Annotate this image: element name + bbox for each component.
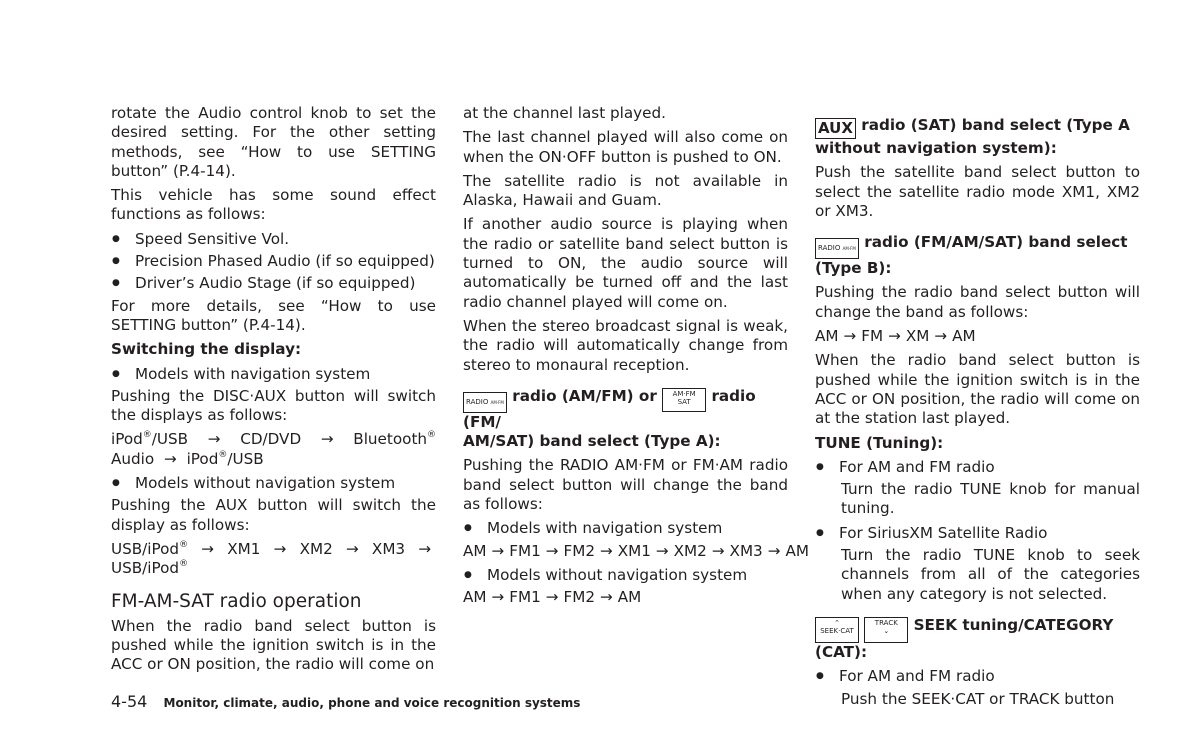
band-label: XM2	[673, 541, 707, 560]
list-item: ● Speed Sensitive Vol.	[111, 230, 436, 249]
list-item: ● For SiriusXM Satellite Radio	[815, 524, 1140, 543]
paragraph: Push the SEEK·CAT or TRACK button	[841, 689, 1115, 708]
subheading-type-b: RADIO AM·FM radio (FM/AM/SAT) band select (Type B):	[815, 233, 1128, 278]
band-sequence	[463, 541, 809, 561]
paragraph: rotate the Audio control knob to set the desired setting. For the other setting methods, see “How to use SETTING button” (P.4-14).	[111, 104, 436, 180]
aux-button-icon: AUX	[815, 118, 856, 139]
arrow-icon: →	[600, 588, 613, 607]
paragraph: Pushing the DISC·AUX button will switch the displays as follows:	[111, 386, 436, 425]
paragraph: The last channel played will also come on when the ON·OFF button is pushed to ON.	[463, 128, 788, 166]
paragraph: Push the satellite band select button to select the satellite radio mode XM1, XM2 or XM3.	[815, 163, 1140, 220]
display-sequence: USB/iPod® → XM1 → XM2 → XM3 → USB/iPod®	[111, 539, 432, 578]
band-label: FM1	[509, 541, 541, 560]
section-title: FM-AM-SAT radio operation	[111, 590, 362, 612]
paragraph: This vehicle has some sound effect functions as follows:	[111, 186, 436, 224]
band-label: FM1	[509, 588, 541, 607]
arrow-icon: →	[888, 327, 901, 346]
paragraph: When the radio band select button is pushed while the ignition switch is in the ACC or ON position, the radio will come on at the station last played.	[815, 351, 1140, 428]
subheading-tune: TUNE (Tuning):	[815, 433, 944, 452]
band-label: FM	[861, 327, 884, 346]
band-label: AM	[815, 327, 839, 346]
paragraph: The satellite radio is not available in Alaska, Hawaii and Guam.	[463, 171, 788, 210]
subheading-seek: ⌃ SEEK·CAT TRACK ⌄ SEEK tuning/CATEGORY (CAT):	[815, 615, 1114, 661]
arrow-icon: →	[600, 541, 613, 560]
paragraph: Pushing the RADIO AM·FM or FM·AM radio band select button will change the band as follows:	[463, 456, 788, 514]
paragraph: Turn the radio TUNE knob for manual tuning.	[841, 480, 1140, 518]
column-middle	[463, 104, 809, 613]
paragraph: Turn the radio TUNE knob to seek channels from all of the categories when any category is not selected.	[841, 546, 1140, 603]
band-sequence	[463, 588, 788, 607]
list-item: ● For AM and FM radio	[815, 458, 1140, 477]
band-label: XM	[905, 327, 930, 346]
band-label: AM	[463, 541, 487, 560]
arrow-icon: →	[491, 541, 505, 560]
paragraph: If another audio source is playing when the radio or satellite band select button is turned to ON, the audio source will automatically be turned off and the last radio channel played will come on.	[463, 215, 788, 311]
arrow-icon: →	[491, 588, 505, 607]
band-label: AM	[952, 327, 976, 346]
band-label: XM1	[617, 541, 651, 560]
page-number: 4-54	[111, 692, 148, 711]
radio-button-icon: RADIO AM·FM	[463, 392, 507, 413]
column-left	[111, 104, 436, 679]
subheading-aux: AUX radio (SAT) band select (Type A without navigation system):	[815, 116, 1130, 157]
list-item: ● Models without navigation system	[463, 566, 788, 585]
arrow-icon: →	[545, 588, 559, 607]
amfm-sat-button-icon: AM·FM SAT	[662, 388, 706, 412]
paragraph: Pushing the radio band select button will change the band as follows:	[815, 283, 1140, 321]
page-footer	[111, 692, 580, 711]
arrow-icon: →	[843, 327, 857, 346]
band-label: FM2	[563, 541, 595, 560]
paragraph: at the channel last played.	[463, 104, 666, 122]
seek-cat-button-icon: ⌃ SEEK·CAT	[815, 617, 859, 643]
arrow-icon: →	[934, 327, 948, 346]
subheading: Switching the display:	[111, 340, 302, 359]
display-sequence: iPod®/USB → CD/DVD → Bluetooth® Audio → iPod®/USB	[111, 430, 437, 468]
list-item: ● Precision Phased Audio (if so equipped)	[111, 252, 436, 271]
subheading-type-a: RADIO AM·FM radio (AM/FM) or AM·FM SAT radio (FM/ AM/SAT) band select (Type A):	[463, 386, 756, 451]
list-item: ● Driver’s Audio Stage (if so equipped)	[111, 274, 436, 293]
band-label: FM2	[563, 588, 595, 607]
list-item: ● Models with navigation system	[111, 365, 436, 384]
footer-title: Monitor, climate, audio, phone and voice recognition systems	[163, 696, 581, 710]
paragraph: For more details, see “How to use SETTING button” (P.4-14).	[111, 296, 436, 334]
track-button-icon: TRACK ⌄	[864, 617, 908, 643]
arrow-icon: →	[545, 541, 559, 560]
arrow-icon: →	[711, 541, 725, 560]
paragraph: Pushing the AUX button will switch the display as follows:	[111, 496, 436, 534]
radio-button-icon: RADIO AM·FM	[815, 238, 859, 259]
arrow-icon: →	[767, 541, 781, 560]
band-label: XM3	[729, 541, 763, 560]
list-item: ● For AM and FM radio	[815, 667, 1140, 686]
band-label: AM	[463, 588, 487, 607]
column-right	[815, 104, 1140, 714]
band-label: AM	[617, 588, 642, 607]
paragraph: When the radio band select button is pushed while the ignition switch is in the ACC or ON position, the radio will come on	[111, 616, 436, 674]
band-sequence	[815, 327, 1140, 346]
arrow-icon: →	[655, 541, 669, 560]
list-item: ● Models with navigation system	[463, 519, 788, 538]
paragraph: When the stereo broadcast signal is weak, the radio will automatically change from stereo to monaural reception.	[463, 316, 788, 374]
list-item: ● Models without navigation system	[111, 474, 436, 493]
band-label: AM	[785, 541, 809, 560]
